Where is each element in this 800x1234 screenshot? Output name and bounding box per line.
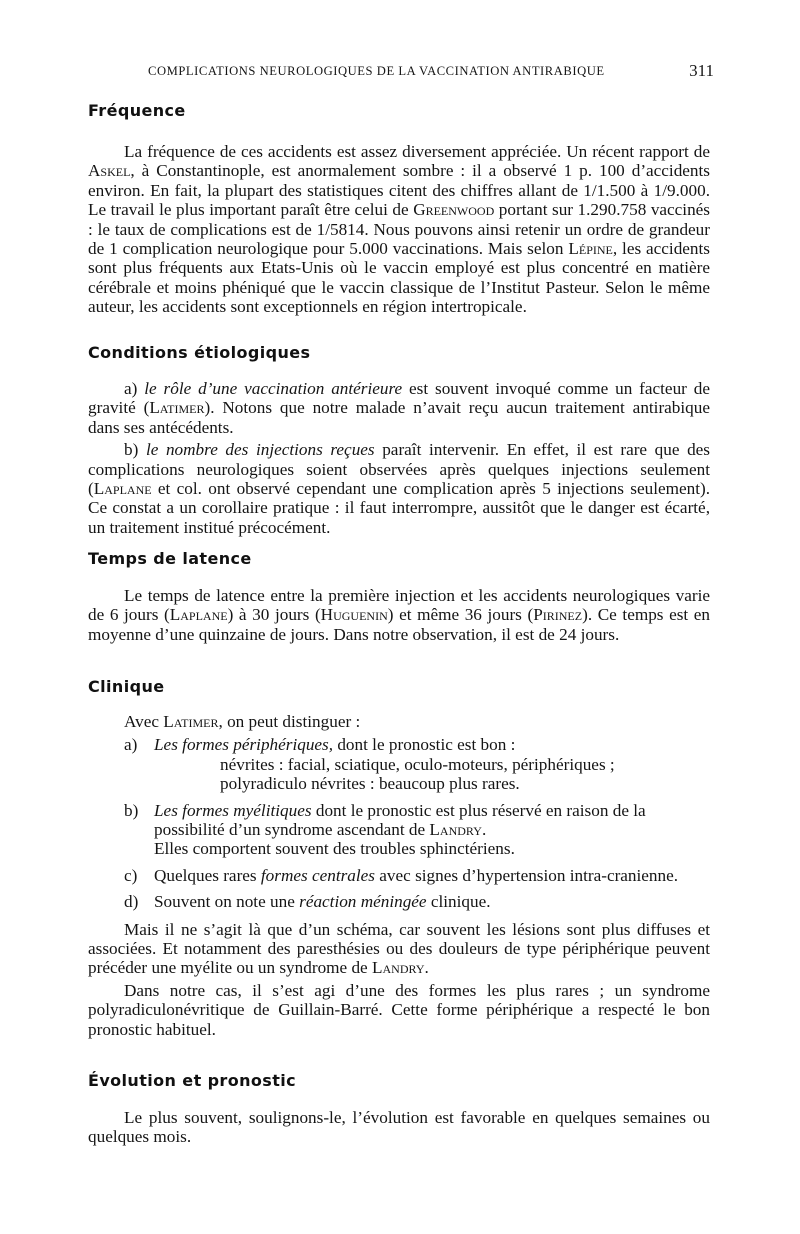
author-name: Latimer: [149, 398, 205, 418]
section-latence: [88, 549, 710, 644]
author-name: Lépine: [568, 239, 613, 259]
section-title-frequence: Fréquence: [88, 101, 186, 120]
running-header: [148, 61, 714, 80]
section-title-evolution: Évolution et pronostic: [88, 1071, 297, 1090]
page-number: 311: [689, 61, 714, 80]
author-name: Greenwood: [413, 200, 495, 220]
list-item-b: b) Les formes myélitiques dont le pronostic est plus réservé en raison de la possibilité d’un syndrome ascendant de Landry. Elles comportent souvent des troubles sphinctériens.: [124, 800, 646, 859]
section-conditions: [88, 343, 710, 537]
paragraph-condition-b: b) le nombre des injections reçues paraît intervenir. En effet, il est rare que des complications neurologiques soient observées après quelques injections seulement (Laplane et col. ont observé cependant une complication après 5 injections seulement). Ce constat a un corollaire pratique : il faut interrompre, aussitôt que le danger est écarté, un traitement institué précocément.: [88, 440, 710, 537]
list-subitem-nevrites: névrites : facial, sciatique, oculo-moteurs, périphériques ;: [220, 754, 615, 774]
section-frequence: [88, 101, 710, 317]
section-clinique: [88, 677, 710, 1039]
paragraph-clinique-cas: Dans notre cas, il s’est agi d’une des formes les plus rares ; un syndrome polyradiculonévritique de Guillain-Barré. Cette forme périphérique a respecté le bon pronostic habituel.: [88, 980, 710, 1039]
section-title-latence: Temps de latence: [88, 549, 252, 568]
author-name: Laplane: [93, 479, 152, 499]
paragraph-latence: Le temps de latence entre la première injection et les accidents neurologiques varie de 6 jours (Laplane) à 30 jours (Huguenin) et même 36 jours (Pirinez). Ce temps est en moyenne d’une quinzaine de jours. Dans notre observation, il est de 24 jours.: [88, 586, 711, 644]
list-item-a: a) Les formes périphériques, dont le pronostic est bon :: [124, 735, 516, 755]
paragraph-evolution: Le plus souvent, soulignons-le, l’évolution est favorable en quelques semaines ou quelques mois.: [88, 1108, 710, 1147]
paragraph-frequence: La fréquence de ces accidents est assez diversement appréciée. Un récent rapport de Askel, à Constantinople, est anormalement sombre : il a observé 1 p. 100 d’accidents environ. En fait, la plupart des statistiques citent des chiffres allant de 1/1.500 à 1/9.000. Le travail le plus important paraît être celui de Greenwood portant sur 1.290.758 vaccinés : le taux de complications est de 1/5814. Nous pouvons ainsi retenir un ordre de grandeur de 1 complication neurologique pour 5.000 vaccinations. Mais selon Lépine, les accidents sont plus fréquents aux Etats-Unis où le vaccin employé est plus concentré en matière cérébrale et moins phéniqué que le vaccin classique de l’Institut Pasteur. Selon le même auteur, les accidents sont exceptionnels en région intertropicale.: [88, 142, 710, 317]
list-item-c: c) Quelques rares formes centrales avec signes d’hypertension intra-cranienne.: [124, 865, 679, 885]
section-title-clinique: Clinique: [88, 677, 165, 696]
section-title-conditions: Conditions étiologiques: [88, 343, 311, 362]
list-item-d: d) Souvent on note une réaction méningée clinique.: [124, 892, 491, 912]
paragraph-clinique-schema: Mais il ne s’agit là que d’un schéma, car souvent les lésions sont plus diffuses et associées. Et notamment des paresthésies ou des douleurs de type périphérique peuvent précéder une myélite ou un syndrome de Landry.: [88, 919, 710, 978]
clinique-intro: Avec Latimer, on peut distinguer :: [124, 712, 361, 731]
list-subitem-polyradiculo: polyradiculo névrites : beaucoup plus rares.: [220, 774, 520, 794]
paragraph-condition-a: a) le rôle d’une vaccination antérieure est souvent invoqué comme un facteur de gravité (Latimer). Notons que notre malade n’avait reçu aucun traitement antirabique dans ses antécédents.: [88, 379, 710, 437]
running-title: COMPLICATIONS NEUROLOGIQUES DE LA VACCINATION ANTIRABIQUE: [148, 64, 605, 78]
section-evolution: [88, 1071, 710, 1147]
author-name: Askel: [88, 161, 131, 181]
